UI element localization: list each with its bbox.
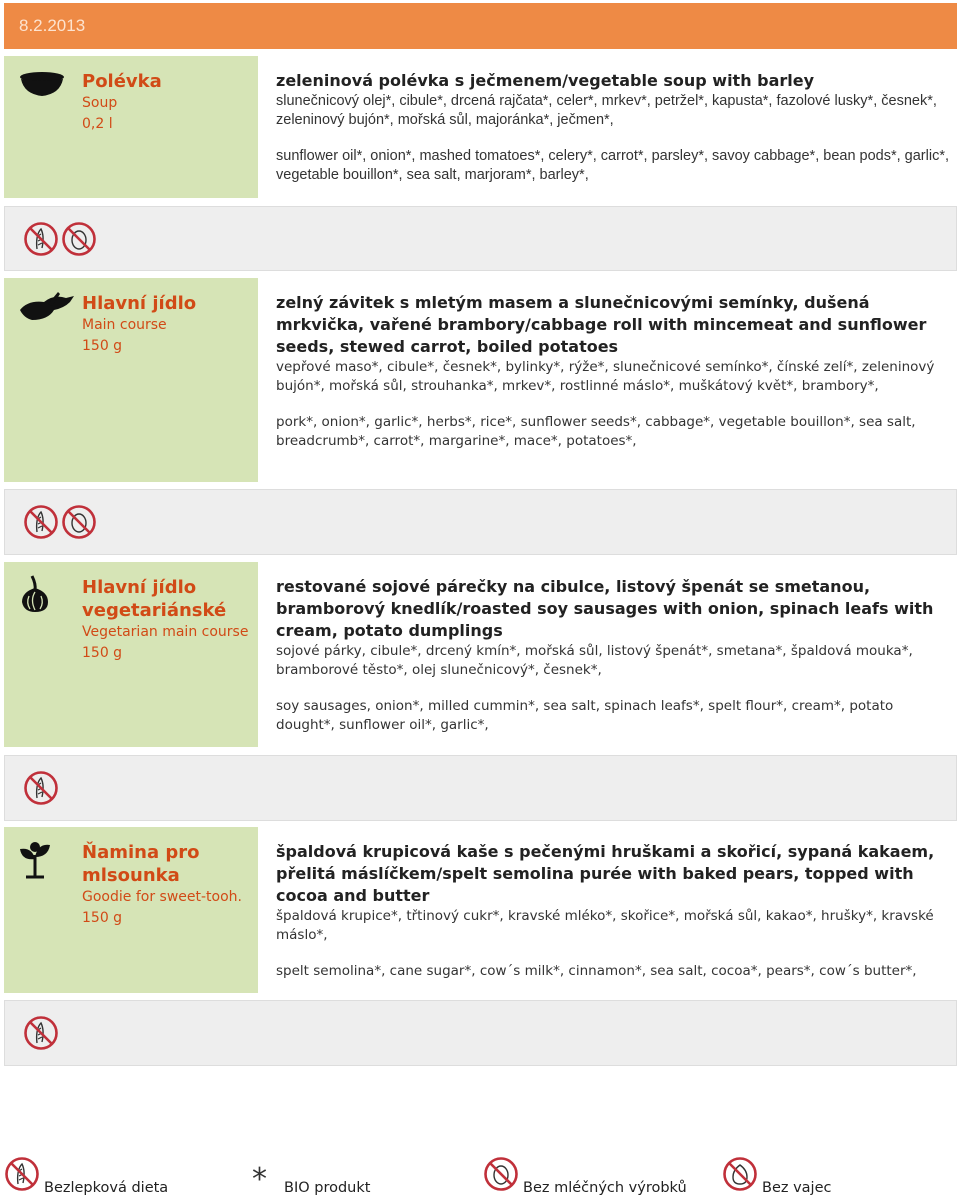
course-name: Ňamina pro [82, 842, 200, 863]
soup-bowl-icon [18, 70, 66, 98]
dish-title: restované sojové párečky na cibulce, listový špenát se smetanou, bramborový knedlík/roasted soy sausages with onion, spinach leafs with cream, potato dumplings [276, 577, 934, 640]
allergen-box [4, 1000, 957, 1066]
gluten-free-icon [23, 221, 59, 257]
legend-label: Bez vajec [762, 1180, 832, 1196]
allergen-box [4, 206, 957, 271]
gluten-free-icon [4, 1156, 40, 1192]
gluten-free-icon [23, 504, 59, 540]
dish-main [276, 292, 951, 451]
dish-vegetarian [276, 576, 951, 735]
legend-label: BIO produkt [284, 1180, 371, 1196]
legend-label: Bezlepková dieta [44, 1180, 169, 1196]
course-name: Hlavní jídlo [82, 293, 197, 314]
course-name-en: Main course [82, 317, 167, 333]
dish-title: špaldová krupicová kaše s pečenými hruškami a skořicí, sypaná kakaem, přelitá máslíčkem/spelt semolina purée with baked pears, topped with cocoa and butter [276, 842, 935, 905]
dairy-free-icon [61, 504, 97, 540]
course-name-line2: vegetariánské [82, 600, 227, 621]
gluten-free-icon [23, 1015, 59, 1051]
asterisk-icon: * [252, 1162, 267, 1197]
dairy-free-icon [61, 221, 97, 257]
garlic-vegetable-icon [18, 574, 52, 614]
dish-sweet [276, 841, 951, 981]
dish-ingredients-cz: vepřové maso*, cibule*, česnek*, bylinky*, rýže*, slunečnicové semínko*, čínské zelí*, zeleninový bujón*, mořská sůl, strouhanka*, mrkev*, rostlinné máslo*, muškátový květ*, brambory*, [276, 359, 935, 394]
course-portion: 150 g [82, 338, 123, 354]
gluten-free-icon [23, 770, 59, 806]
course-name: Polévka [82, 71, 162, 92]
dish-ingredients-en: sunflower oil*, onion*, mashed tomatoes*, celery*, carrot*, parsley*, savoy cabbage*, bean pods*, garlic*, vegetable bouillon*, sea salt, marjoram*, barley*, [276, 148, 950, 183]
allergen-box [4, 489, 957, 555]
dish-ingredients-cz: špaldová krupice*, třtinový cukr*, kravské mléko*, skořice*, mořská sůl, kakao*, hrušky*, kravské máslo*, [276, 908, 934, 943]
dish-ingredients-cz: slunečnicový olej*, cibule*, drcená rajčata*, celer*, mrkev*, petržel*, kapusta*, fazolové lusky*, česnek*, zeleninový bujón*, mořská sůl, majoránka*, ječmen*, [276, 93, 937, 128]
dish-ingredients-en: spelt semolina*, cane sugar*, cow´s milk*, cinnamon*, sea salt, cocoa*, pears*, cow´s butter*, [276, 963, 917, 979]
sweet-plant-icon [18, 839, 52, 879]
course-portion: 150 g [82, 910, 123, 926]
course-portion: 0,2 l [82, 116, 113, 132]
course-label-vegetarian [4, 562, 258, 747]
course-name-en: Vegetarian main course [82, 624, 249, 640]
egg-free-icon [722, 1156, 758, 1192]
dairy-free-icon [483, 1156, 519, 1192]
dish-title: zeleninová polévka s ječmenem/vegetable soup with barley [276, 71, 815, 90]
course-portion: 150 g [82, 645, 123, 661]
dish-ingredients-en: pork*, onion*, garlic*, herbs*, rice*, sunflower seeds*, cabbage*, vegetable bouillon*, sea salt, breadcrumb*, carrot*, margarine*, mace*, potatoes*, [276, 414, 916, 449]
course-label-soup [4, 56, 258, 198]
allergen-box [4, 755, 957, 821]
course-label-main [4, 278, 258, 482]
legend-label: Bez mléčných výrobků [523, 1180, 687, 1196]
course-name-en: Goodie for sweet-tooh. [82, 889, 242, 905]
dish-ingredients-cz: sojové párky, cibule*, drcený kmín*, mořská sůl, listový špenát*, smetana*, špaldová mouka*, bramborové těsto*, olej slunečnicový*, česnek*, [276, 643, 913, 678]
legend [0, 1156, 960, 1201]
dish-title: zelný závitek s mletým masem a slunečnicovými semínky, dušená mrkvička, vařené brambory/cabbage roll with mincemeat and sunflower seeds, stewed carrot, boiled potatoes [276, 293, 927, 356]
course-name-en: Soup [82, 95, 118, 111]
dish-soup [276, 70, 951, 185]
bird-meat-icon [18, 290, 76, 324]
menu-date: 8.2.2013 [19, 16, 86, 35]
course-label-sweet [4, 827, 258, 993]
date-header [4, 3, 957, 49]
course-name-line2: mlsounka [82, 865, 180, 886]
course-name: Hlavní jídlo [82, 577, 197, 598]
dish-ingredients-en: soy sausages, onion*, milled cummin*, sea salt, spinach leafs*, spelt flour*, cream*, potato dought*, sunflower oil*, garlic*, [276, 698, 894, 733]
